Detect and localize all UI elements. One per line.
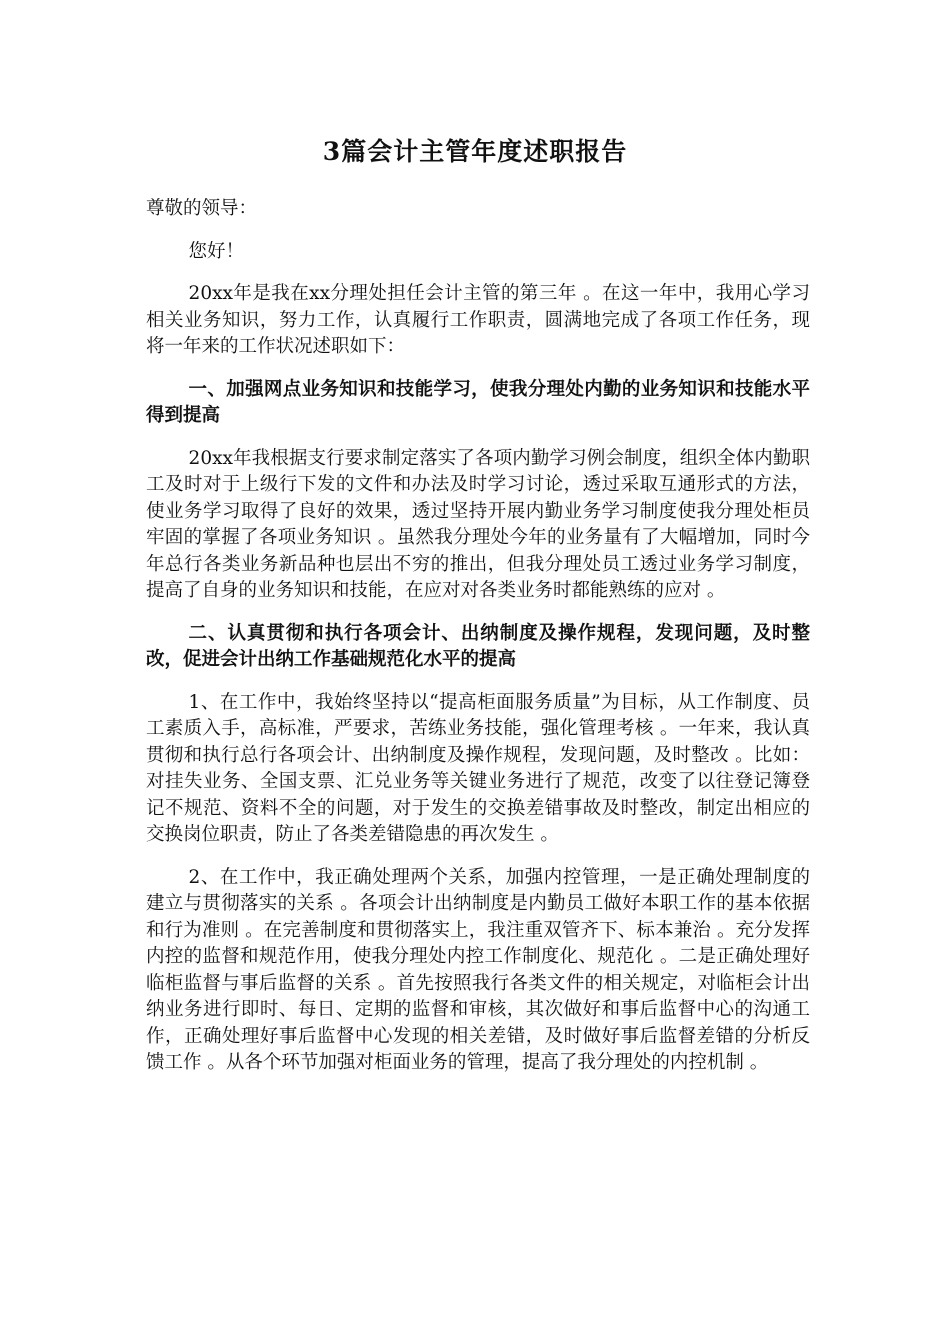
greeting: 您好！ [188,240,245,262]
intro-paragraph: 20xx年是我在xx分理处担任会计主管的第三年 。在这一年中，我用心学习相关业务知识，努力工作，认真履行工作职责，圆满地完成了各项工作任务，现将一年来的工作状况述职如下： [146,283,810,357]
section-1-heading: 一、加强网点业务知识和技能学习，使我分理处内勤的业务知识和技能水平得到提高 [146,378,810,426]
section-2-item-1-paragraph: 1、在工作中，我始终坚持以“提高柜面服务质量”为目标，从工作制度、员工素质入手，高标准，严要求，苦练业务技能，强化管理考核 。一年来，我认真贯彻和执行总行各项会计、出纳制度及操作规程，发现问题，及时整改 。比如：对挂失业务、全国支票、汇兑业务等关键业务进行了规范，改变了以往登记簿登记不规范、资料不全的问题，对于发生的交换差错事故及时整改，制定出相应的交换岗位职责，防止了各类差错隐患的再次发生 。 [146,691,810,845]
document-title: 3篇会计主管年度述职报告 [322,137,628,166]
section-2-heading: 二、认真贯彻和执行各项会计、出纳制度及操作规程，发现问题，及时整改，促进会计出纳工作基础规范化水平的提高 [146,622,810,670]
section-2-item-2-paragraph: 2、在工作中，我正确处理两个关系，加强内控管理，一是正确处理制度的建立与贯彻落实的关系 。各项会计出纳制度是内勤员工做好本职工作的基本依据和行为准则 。在完善制度和贯彻落实上，我注重双管齐下、标本兼治 。充分发挥内控的监督和规范作用，使我分理处内控工作制度化、规范化 。二是正确处理好临柜监督与事后监督的关系 。首先按照我行各类文件的相关规定，对临柜会计出纳业务进行即时、每日、定期的监督和审核，其次做好和事后监督中心的沟通工作，正确处理好事后监督中心发现的相关差错，及时做好事后监督差错的分析反馈工作 。从各个环节加强对柜面业务的管理，提高了我分理处的内控机制 。 [146,866,810,1073]
salutation: 尊敬的领导： [146,198,258,219]
document-body [146,196,810,1093]
section-1-paragraph: 20xx年我根据支行要求制定落实了各项内勤学习例会制度，组织全体内勤职工及时对于上级行下发的文件和办法及时学习讨论，透过采取互通形式的方法，使业务学习取得了良好的效果，透过坚持开展内勤业务学习制度使我分理处柜员牢固的掌握了各项业务知识 。虽然我分理处今年的业务量有了大幅增加，同时今年总行各类业务新品种也层出不穷的推出，但我分理处员工透过业务学习制度，提高了自身的业务知识和技能，在应对对各类业务时都能熟练的应对 。 [146,447,810,601]
